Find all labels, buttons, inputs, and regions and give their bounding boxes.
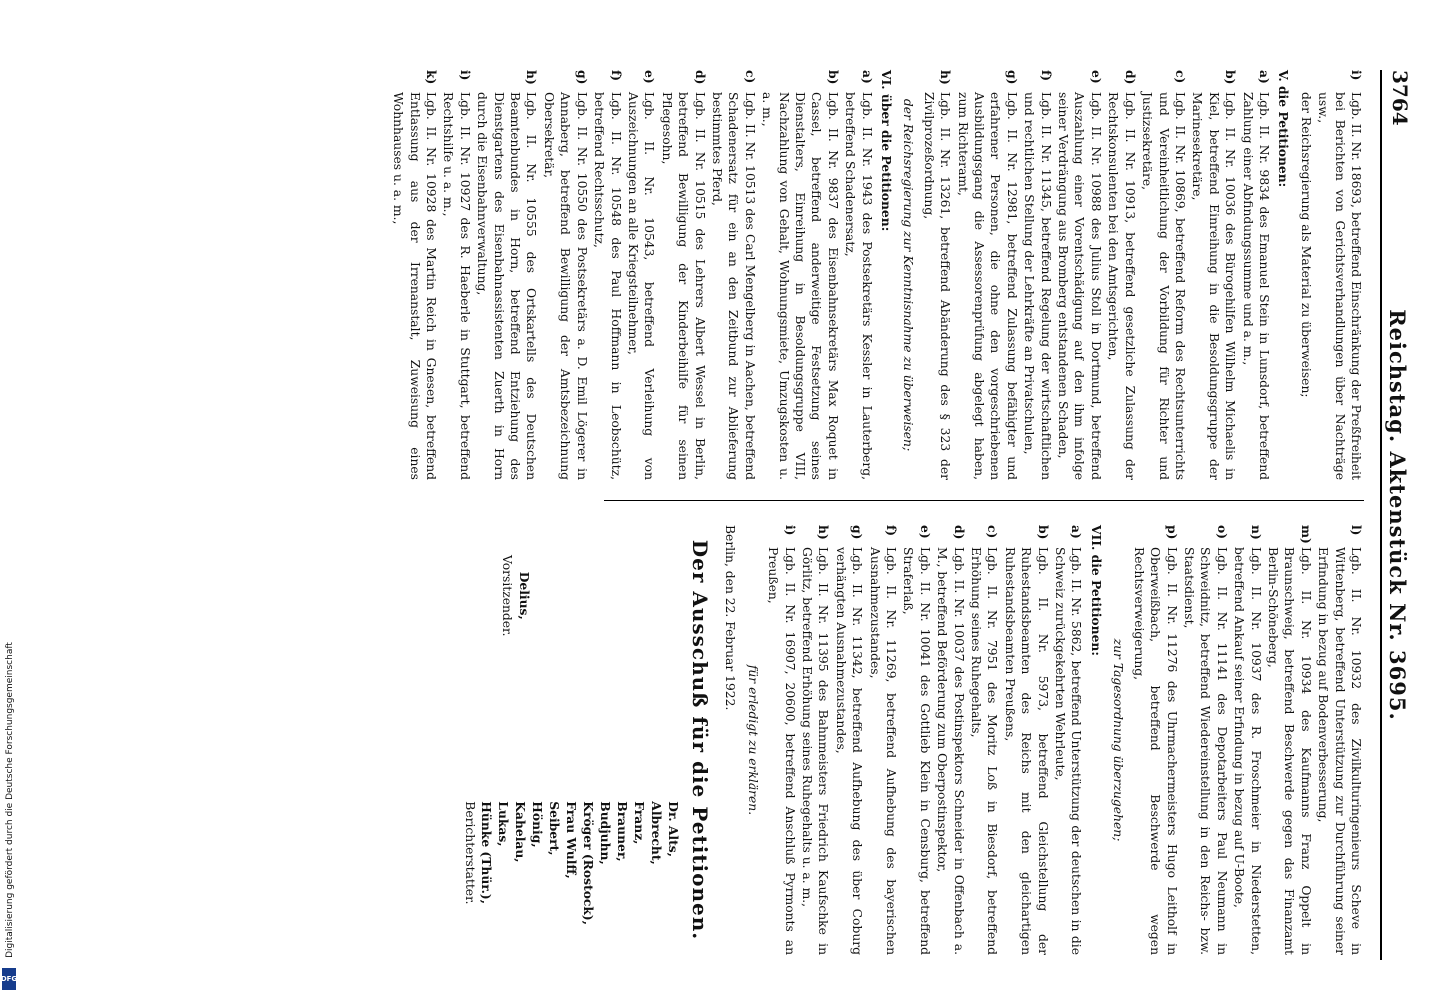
petition-item — [1001, 525, 1050, 955]
chair-signature — [461, 555, 532, 636]
petition-item — [1315, 525, 1364, 955]
item-letter: f) — [1038, 70, 1054, 82]
item-letter: c) — [1172, 70, 1188, 84]
item-letter: c) — [985, 525, 1001, 539]
item-letter: h) — [816, 525, 832, 540]
members-role: Berichterstatter. — [462, 801, 477, 905]
item-text: Lgb. II. Nr. 10869, betreffend Reform des Rechtsunterrichts und Vereinheitlichung der Vorbildung für Richter und Justizsekretäre, — [1140, 92, 1187, 480]
petition-item — [900, 525, 933, 955]
item-text: Lgb. II. Nr. 10555 des Ortskartells des Deutschen Beamtenbundes in Horn, betreffend Entziehung des Dienstgartens des Eisenbahnassistenten Zuerth in Horn durch die Eisenbahnverwaltung, — [475, 92, 539, 480]
petition-item — [934, 525, 967, 955]
item-text: Lgb. II. Nr. 10928 des Martin Reich in Gnesen, betreffend Entlassung aus der Irrenanstalt, Zuweisung eines Wohnhauses u. a. m., — [391, 92, 439, 480]
item-text: Lgb. II. Nr. 10515 des Lehrers Albert Wessel in Berlin, betreffend Bewilligung der Kinderbeihilfe für seinen Pflegesohn, — [659, 92, 707, 480]
item-text: der Reichsregierung als Material zu überweisen; — [1298, 92, 1313, 398]
item-text: Lgb. II. Nr. 7951 des Moritz Loß in Biesdorf, betreffend Erhöhung seines Ruhegehalts, — [969, 547, 1000, 955]
item-letter: g) — [850, 525, 866, 540]
item-text: Lgb. II. Nr. 5862, betreffend Unterstützung der deutschen in die Schweiz zurückgekehrten Wehrleute, — [1053, 547, 1084, 955]
item-text: Lgb. II. Nr. 9837 des Eisenbahnsekretärs Max Roquet in Cassel, betreffend anderweitige Festsetzung seines Dienstalters, Einreihung in Besoldungsgruppe VIII, Nachzahlung von Gehalt, Wohnungsmiete, Umzugskosten u. a. m., — [760, 92, 840, 480]
item-text: Lgb. II. Nr. 10927 des R. Haeberle in Stuttgart, betreffend Rechtshilfe u. a. m., — [441, 92, 472, 480]
item-letter: h) — [938, 70, 954, 85]
item-letter: g) — [574, 70, 590, 85]
member-name: Hünke (Thür.), — [478, 801, 494, 905]
petition-item — [1239, 70, 1272, 480]
petition-item — [1105, 70, 1138, 480]
section-vii-heading: VII. die Petitionen: — [1088, 525, 1104, 656]
item-text: Lgb. II. Nr. 10548 des Paul Hoffmann in Leobschütz, betreffend Rechtsschutz, — [592, 92, 623, 480]
item-letter: e) — [642, 70, 658, 84]
chair-name: Delius, — [516, 571, 532, 620]
item-letter: d) — [1122, 70, 1138, 85]
petition-item — [765, 525, 798, 955]
chair-role: Vorsitzender. — [500, 555, 515, 637]
signature-block — [461, 525, 682, 955]
item-text: Lgb. II. Nr. 11276 des Uhrmachermeisters Hugo Leitholf in Oberweißbach, betreffend Beschwerde wegen Rechtsverweigerung, — [1131, 547, 1179, 955]
right-column — [461, 525, 1364, 955]
petition-item — [1139, 70, 1188, 480]
item-text: Lgb. II. Nr. 11141 des Depotarbeiters Paul Neumann in Schweidnitz, betreffend Wiedereinstellung in den Reichs- bzw. Staatsdienst, — [1181, 547, 1229, 955]
item-letter: a) — [1069, 525, 1085, 539]
item-text: Lgb. II. Nr. 11345, betreffend Regelung der wirtschaftlichen und rechtlichen Stellung der Lehrkräfte an Privatschulen, — [1022, 92, 1053, 480]
petition-item — [968, 525, 1001, 955]
member-name: Hönig, — [529, 801, 545, 848]
item-text: Lgb. II. Nr. 10932 des Zivilkulturingenieurs Scheve in Wittenberg, betreffend Unterstützung zur Durchführung seiner Erfindung in bezug auf Bodenverbesserung, — [1316, 547, 1363, 955]
petition-item — [625, 70, 658, 480]
item-text: Lgb. II. Nr. 9834 des Emanuel Stein in Lunsdorf, betreffend Zahlung einer Abfindungssumme und a. m., — [1240, 92, 1271, 480]
petition-item — [1055, 70, 1104, 480]
item-letter: k) — [424, 70, 440, 85]
item-letter: f) — [884, 525, 900, 537]
petition-item — [658, 70, 707, 480]
item-letter: b) — [1035, 525, 1051, 540]
item-text: Lgb. II. Nr. 11395 des Bahnmeisters Friedrich Kaufschke in Görlitz, betreffend Erhöhung seines Ruhegehalts u. a. m., — [800, 547, 831, 955]
item-letter: p) — [1164, 525, 1180, 540]
petition-item — [1181, 525, 1230, 955]
member-name: Seibert, — [546, 801, 562, 856]
petition-item — [842, 70, 875, 480]
column-divider — [604, 500, 1364, 501]
document-date: Berlin, den 22. Februar 1922. — [723, 525, 738, 711]
item-letter: o) — [1214, 525, 1230, 540]
item-letter: e) — [1088, 70, 1104, 84]
petition-item — [1130, 525, 1179, 955]
dfg-logo-icon: DFG — [2, 968, 16, 990]
petition-item — [709, 70, 758, 480]
item-text: Lgb. II. Nr. 10988 des Julius Stoll in Dortmund, betreffend Auszahlung einer Vorentschädigung auf den ihm infolge seiner Verdrängung aus Bromberg entstandenen Schaden, — [1056, 92, 1103, 480]
petition-item — [1265, 525, 1314, 955]
item-text: Lgb. II. Nr. 10934 des Kaufmanns Franz Oppelt in Braunschweig, betreffend Beschwerde gegen das Finanzamt Berlin-Schöneberg, — [1265, 547, 1313, 955]
item-letter: c) — [742, 70, 758, 84]
petition-item — [1052, 525, 1085, 955]
petition-item — [474, 70, 540, 480]
item-text: Lgb. II. Nr. 16907, 20600, betreffend Anschluß Pyrmonts an Preußen, — [766, 547, 797, 955]
petition-item — [1189, 70, 1238, 480]
item-text: Lgb. II. Nr. 10937 des R. Froschmeier in Niederstetten, betreffend Ankauf seiner Erfindung in bezug auf U-Boote, — [1232, 547, 1263, 955]
petition-item — [759, 70, 841, 480]
item-text: Lgb. II. Nr. 11269, betreffend Aufhebung des bayerischen Ausnahmezustandes, — [867, 547, 899, 955]
petition-item — [1297, 70, 1313, 480]
petition-item — [866, 525, 899, 955]
petition-item — [390, 70, 439, 480]
member-name: Budjuhn, — [597, 801, 613, 865]
item-letter: d) — [951, 525, 967, 540]
petition-item — [920, 70, 953, 480]
member-name: Brauner, — [614, 801, 630, 862]
member-name: Lukas, — [495, 801, 511, 847]
item-letter: i) — [1349, 70, 1364, 81]
member-name: Kröger (Rostock), — [580, 801, 596, 925]
item-text: Lgb. II. Nr. 12981, betreffend Zulassung befähigter und erfahrener Personen, die ohne den vorgeschriebenen Ausbildungsgang die Assessorenprüfung abgelegt haben, zum Richteramt, — [955, 92, 1019, 480]
petition-item — [832, 525, 865, 955]
item-letter: a) — [1256, 70, 1272, 84]
item-letter: l) — [1349, 525, 1364, 536]
page-header — [1380, 70, 1412, 960]
item-letter: h) — [524, 70, 540, 85]
item-letter — [1297, 70, 1313, 92]
member-name: Frau Wulff, — [563, 801, 579, 879]
item-text: Lgb. II. Nr. 11342, betreffend Aufhebung des über Coburg verhängten Ausnahmezustandes, — [833, 547, 865, 955]
member-name: Franz, — [631, 801, 647, 845]
committee-title: Der Ausschuß für die Petitionen. — [687, 539, 712, 941]
petition-item — [799, 525, 832, 955]
item-text: Lgb. II. Nr. 13261, betreffend Abänderung des § 323 der Zivilprozeßordnung, — [921, 92, 953, 480]
rapporteurs-signature — [461, 801, 682, 925]
petition-item — [1315, 70, 1364, 480]
item-text: Lgb. II. Nr. 5973, betreffend Gleichstellung der Ruhestandsbeamten des Reichs mit den gleichartigen Ruhestandsbeamten Preußens, — [1002, 547, 1050, 955]
member-name: Dr. Alts, — [665, 801, 681, 857]
item-text: Lgb. II. Nr. 10913, betreffend gesetzliche Zulassung der Rechtskonsulenten bei den Amtsgerichten, — [1106, 92, 1137, 480]
item-letter: d) — [692, 70, 708, 85]
section-vi-heading: VI. über die Petitionen: — [879, 70, 895, 232]
petition-item — [1231, 525, 1264, 955]
item-text: Lgb. II. Nr. 10037 des Postinspektors Schneider in Offenbach a. M., betreffend Beförderung zum Oberpostinspektor, — [935, 547, 966, 955]
petition-item — [1021, 70, 1054, 480]
left-column — [389, 70, 1364, 480]
credit-text: Digitalisierung gefördert durch die Deutsche Forschungsgemeinschaft — [5, 642, 15, 958]
item-text: Lgb. II. Nr. 10543, betreffend Verleihung von Auszeichnungen an alle Kriegsteilnehmer, — [625, 92, 657, 480]
item-letter: m) — [1298, 525, 1314, 544]
member-name: Albrecht, — [648, 801, 664, 865]
section-vii-conclusion: für erledigt zu erklären. — [745, 664, 760, 816]
item-text: Lgb. II. Nr. 18693, betreffend Einschränkung der Preßfreiheit bei Berichten von Gerichtsverhandlungen über Nachträge usw., — [1316, 92, 1363, 480]
member-name: Kahelau, — [512, 801, 528, 863]
item-letter: a) — [859, 70, 875, 84]
section-v-heading: V. die Petitionen: — [1276, 70, 1292, 188]
item-letter: b) — [825, 70, 841, 85]
item-text: Lgb. II. Nr. 10550 des Postsekretärs a. D. Emil Lögerer in Annaberg, betreffend Bewilligung der Amtsbezeichnung Obersekretär, — [541, 92, 589, 480]
petition-item — [591, 70, 624, 480]
item-letter: i) — [457, 70, 473, 81]
item-letter: n) — [1248, 525, 1264, 540]
petition-item — [541, 70, 590, 480]
item-letter: g) — [1004, 70, 1020, 85]
page-title: Reichstag. Aktenstück Nr. 3695. — [1385, 309, 1410, 721]
item-text: Lgb. II. Nr. 10041 des Gottlieb Klein in Censburg, betreffend Straferlaß, — [901, 547, 932, 955]
item-letter: i) — [782, 525, 798, 536]
petition-item — [954, 70, 1020, 480]
item-letter: e) — [917, 525, 933, 539]
item-text: Lgb. II. Nr. 1943 des Postsekretärs Kessler in Lauterberg, betreffend Schadenersatz, — [843, 92, 874, 480]
digitization-credit — [0, 600, 20, 1000]
item-letter: b) — [1223, 70, 1239, 85]
page-number: 3764 — [1388, 70, 1412, 126]
petition-item — [440, 70, 473, 480]
item-letter: f) — [608, 70, 624, 82]
section-vi-conclusion: zur Tagesordnung überzugehen; — [1111, 638, 1126, 842]
item-text: Lgb. II. Nr. 10513 des Carl Mengelberg in Aachen, betreffend Schadenersatz für ein an den Zeitbund zur Ablieferung bestimmtes Pferd, — [709, 92, 757, 480]
section-v-conclusion: der Reichsregierung zur Kenntnisnahme zu überweisen; — [901, 98, 916, 452]
item-text: Lgb. II. Nr. 10036 des Bürogehilfen Wilhelm Michaelis in Kiel, betreffend Einreihung in die Besoldungsgruppe der Marinesekretäre, — [1190, 92, 1238, 480]
